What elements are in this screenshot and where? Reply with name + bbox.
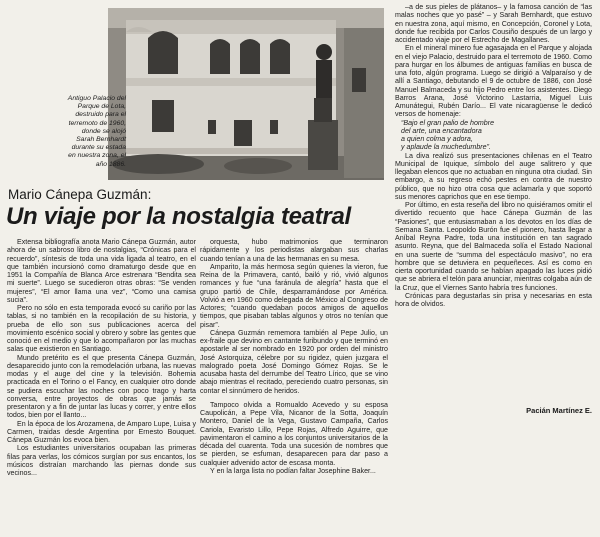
paragraph: Tampoco olvida a Romualdo Acevedo y su esposa Caupolicán, a Pepe Vila, Nicanor de la Sotta, Joaquín Montero, Daniel de la Vega, Gustavo Campaña, Carlos Cariola, Evaristo Lillo, Pepe Rojas, Alfredo Aguirre, que pavimentaron el camino a los conjuntos universitarios de la década del cuarenta. Toda una sucesión de nombres que se pierden, se esfuman, desaparecen para dar paso a cualquier advenido actor de escasa monta. xyxy=(200,400,388,467)
paragraph: Crónicas para degustarlas sin prisa y necesarias en esta hora de olvidos. xyxy=(395,291,592,308)
paragraph: Mundo pretérito es el que presenta Cánepa Guzmán, desaparecido junto con la remodelación urbana, las nuevas modas y el auge del cine y la televisión. Bohemia practicada en el Torino o el Fancy, en cualquier otro donde se pudiera escuchar las noches con poco trago y harta conversa, entre proyectos de obras que jamás se presentaron y a fin de juntar las lucas y correr, y entre ellos todos, bien por el llanto... xyxy=(7,353,196,420)
paragraph: Cánepa Guzmán rememora también al Pepe Julio, un ex-fraile que devino en cantante furibundo y que terminó en apostarle al ser nombrado en 1920 por orden del ministro José Astorquiza, célebre por su rigidez, quien juzgara el malogrado poeta José Domingo Gómez Rojas. Se le acusaba hasta del derrumbe del Teatro Lírico, que se vino abajo mientras el recitado, pereciendo cuatro personas, sin contar el sinnúmero de heridos. xyxy=(200,328,388,395)
author-signature: Pacián Martínez E. xyxy=(526,406,592,415)
body-column-3 xyxy=(395,3,592,428)
paragraph: Los estudiantes universitarios ocupaban las primeras filas para verlas, los cómicos surgían por sus encantos, los músicos distraían marchando las piernas donde sus vecinos... xyxy=(7,444,196,477)
article-kicker: Mario Cánepa Guzmán: xyxy=(8,187,152,202)
paragraph: Pero no sólo en esta temporada evocó su cariño por las tablas, si no también en la recopilación de su historia, y prueba de ello son sus publicaciones acerca del movimiento escénico social y obrero y sobre las gentes que conoció en el medio y que lo acompañaron por las muchas salas que existieron en Santiago. xyxy=(7,304,196,354)
verse-line: y aplaude la muchedumbre”. xyxy=(401,143,491,152)
paragraph: orquesta, hubo matrimonios que terminaron rápidamente y los periodistas alargaban sus charlas cuando tenían a una de las hermanas en su mesa. xyxy=(200,238,388,263)
paragraph: Por último, en esta reseña del libro no quisiéramos omitir el divertido recuento que hace Cánepa Guzmán de las “Pasiones”, que entusiasmaban a los devotos en los días de Semana Santa. Leopoldo Burón fue el pionero, hasta llegar a Aníbal Reyna Padre, toda una institución en tan sagrado asunto. Reyna, que del Balmaceda solía el Estado Nacional en una suerte de “summa del espectáculo masivo”, no era hombre que se detuviera en pequeñeces. Así es como en cierta oportunidad cuando se habían apagado las luces pidió que se abriera el telón para anunciar, mientras colgaba aún de la Cruz, que el Viernes Santo habría tres funciones. xyxy=(395,201,592,292)
body-column-2 xyxy=(200,238,388,535)
paragraph: En el mineral minero fue agasajada en el Parque y alojada en el viejo Palacio, destruido para el terremoto de 1960. Como para hurgar en los álbumes de antiguas familias en busca de una foto, algún programa. Luego se dirigió a Valparaíso y de allí a Santiago, debutando el 9 de octubre de 1886, con José Manuel Balmaceda y su hijo Pedro entre los asistentes. Diego Barros Arana, José Victorino Lastarria, Miguel Luis Amunátegui, Rubén Darío... El vate nicaragüense le dedicó versos de homenaje: xyxy=(395,44,592,119)
article-headline: Un viaje por la nostalgia teatral xyxy=(6,203,351,230)
photo-caption: Antiguo Palacio del Parque de Lota, destruido para el terremoto de 1960, donde se alojó Sarah Bernhardt durante su estada en nuestra zona, el año 1886. xyxy=(67,95,126,168)
palace-photo-image xyxy=(108,8,384,180)
paragraph: Y en la larga lista no podían faltar Josephine Baker... xyxy=(210,466,376,475)
paragraph: Extensa bibliografía anota Mario Cánepa Guzmán, autor ahora de un sabroso libro de nostalgias, “Crónicas para el recuerdo”, síntesis de toda una vida ligada al teatro, en el que también incursionó como dramaturgo desde que en 1951 la Compañía de Blanca Arce estrenara “Bendita sea mi suerte”. Luego se sucedieron otras obras: “Se venden mujeres”, “El amor llama una vez”, “Como una camisa sucia”. xyxy=(7,238,196,304)
paragraph: Amparito, la más hermosa según quienes la vieron, fue Reina de la Primavera, cantó, bailó y rió, vivió algunos romances y fue “una faránula de alegría” hasta que el grupo partió de Chile, desparramándose por América. Volvió a en 1960 como delegada de México al Congreso de Actores; “cuando quedaban pocos amigos de aquellos tiempos, que pisaban tablas algunos y otros no tenían que pisar”. xyxy=(200,262,388,329)
verse-line: del arte, una encantadora xyxy=(401,126,482,135)
paragraph: –a de sus pieles de plátanos– y la famosa canción de “las malas noches que yo pasé” – y Sarah Bernhardt, que estuvo en nuestra zona, aquí mismo, en Concepción, Coronel y Lota, donde fue recibida por Carlos Cousiño después de un largo y accidentado viaje por el Estrecho de Magallanes. xyxy=(395,3,592,44)
paragraph: En la época de los Arozamena, de Amparo Lupe, Luisa y Carmen, traidas desde Argentina por Ernesto Bouquet. Cánepa Guzmán los evoca bien. xyxy=(7,419,196,444)
body-column-1 xyxy=(7,238,196,535)
palace-photo xyxy=(108,8,384,180)
paragraph: La diva realizó sus presentaciones chilenas en el Teatro Municipal de Iquique, símbolo del auge salitrero y que llegaban elencos que no actuaban en ninguna otra ciudad. Sin embargo, a su regreso echó pestes en contra de nuestro público, que no hizo otra cosa que aclamarla y que soportó sus menores caprichos que en ese tiempo. xyxy=(395,151,592,201)
verse-line: a quien colma y adora, xyxy=(401,135,473,143)
verse-line: “Bajo el gran palio de hombre xyxy=(401,118,495,127)
